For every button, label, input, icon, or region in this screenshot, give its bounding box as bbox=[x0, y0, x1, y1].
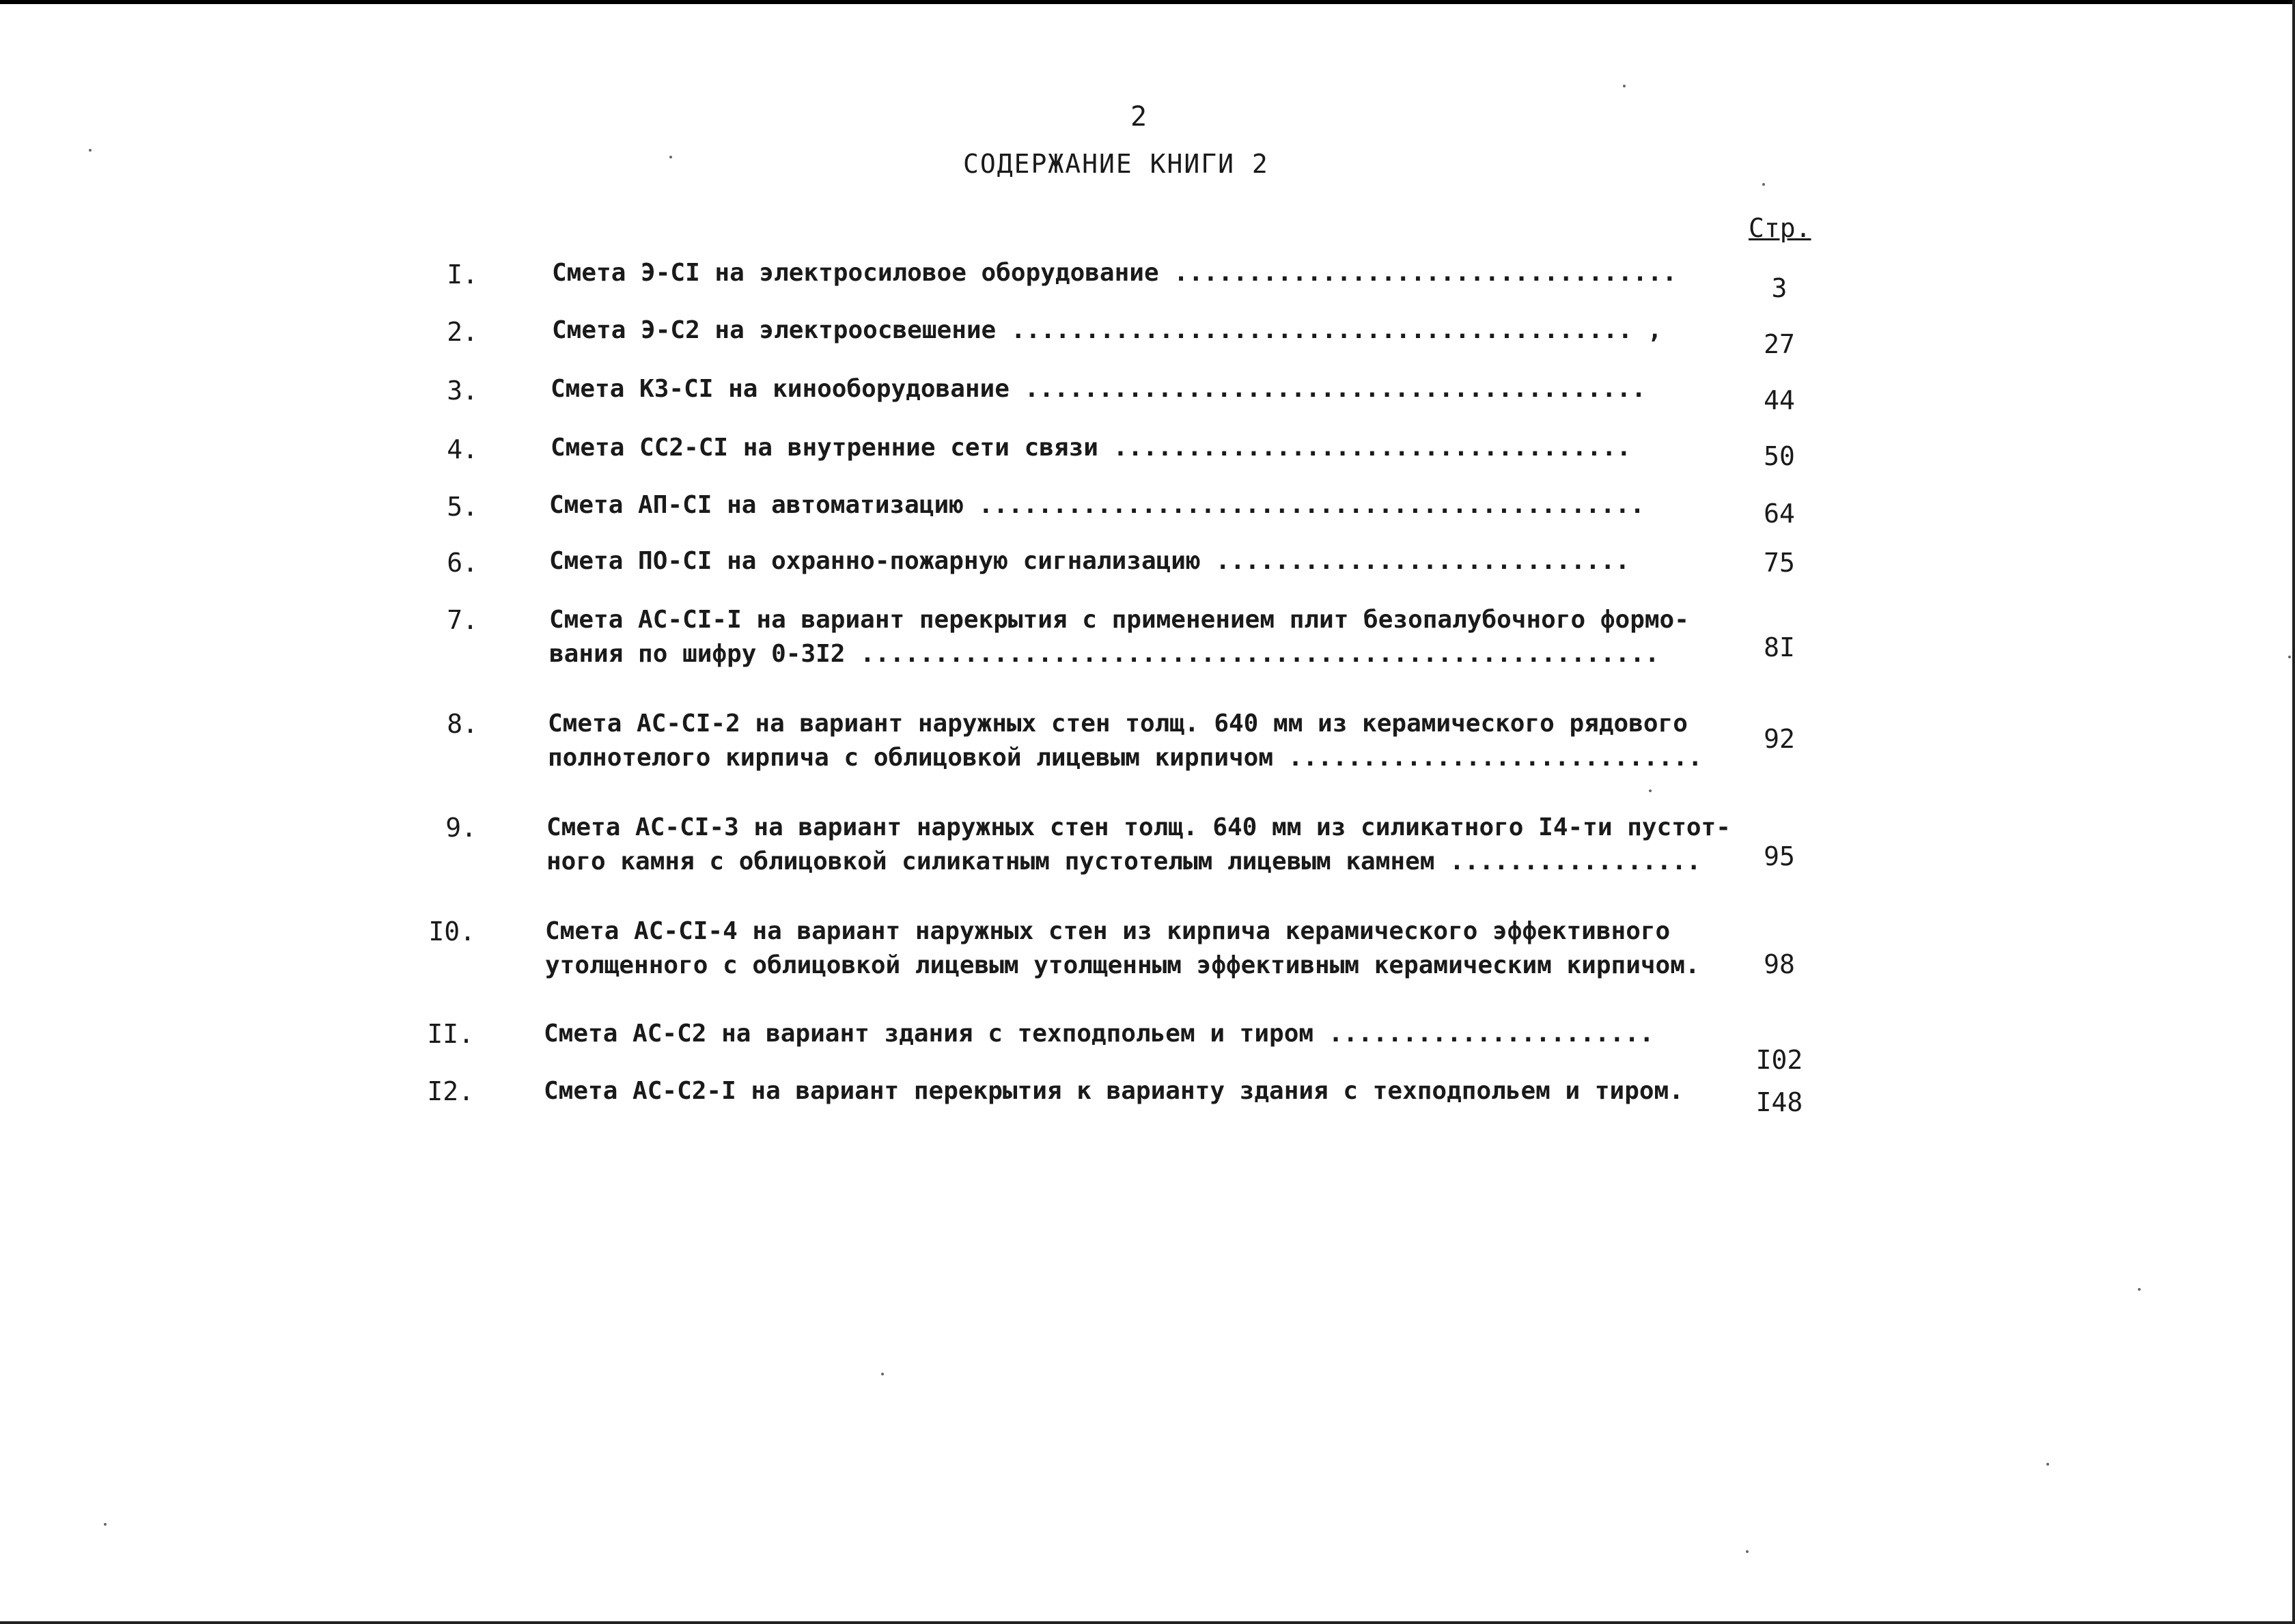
entry-text: Смета АС-СI-3 на вариант наружных стен толщ. 640 мм из силикатного I4-ти пустот- bbox=[546, 813, 1731, 841]
page-edge-bottom bbox=[0, 1621, 2295, 1624]
entry-number: 8. bbox=[447, 709, 478, 739]
entry-text: Смета Э-С2 на электроосвешение .......................................... , bbox=[552, 316, 1663, 344]
entry-text: Смета Э-СI на электросиловое оборудование .................................. bbox=[552, 259, 1678, 287]
entry-page: 95 bbox=[1764, 841, 1795, 871]
scan-speck bbox=[89, 149, 92, 152]
entry-number: 4. bbox=[447, 434, 478, 464]
page-title: СОДЕРЖАНИЕ КНИГИ 2 bbox=[963, 149, 1269, 179]
scan-speck bbox=[1623, 85, 1626, 87]
page-edge-right bbox=[2292, 0, 2295, 1624]
entry-number: II. bbox=[427, 1019, 474, 1049]
entry-text: Смета ПО-СI на охранно-пожарную сигнализацию ............................ bbox=[549, 547, 1630, 575]
entry-page: 98 bbox=[1764, 949, 1795, 979]
entry-page: 27 bbox=[1764, 329, 1795, 359]
entry-page: 50 bbox=[1764, 441, 1795, 471]
entry-page: I48 bbox=[1755, 1087, 1803, 1117]
entry-text-continuation: утолщенного с облицовкой лицевым утолщенным эффективным керамическим кирпичом. bbox=[545, 951, 1700, 979]
entry-text-continuation: ного камня с облицовкой силикатным пустотелым лицевым камнем ................. bbox=[546, 848, 1701, 876]
entry-page: 3 bbox=[1771, 273, 1788, 303]
entry-text: Смета АС-С2-I на вариант перекрытия к варианту здания с техподпольем и тиром. bbox=[544, 1077, 1684, 1105]
scan-speck bbox=[1649, 789, 1652, 792]
entry-text: Смета АС-СI-4 на вариант наружных стен из кирпича керамического эффективного bbox=[545, 917, 1671, 945]
scan-speck bbox=[2046, 1463, 2049, 1466]
entry-number: I. bbox=[447, 260, 478, 290]
entry-page: 64 bbox=[1764, 499, 1795, 529]
scan-speck bbox=[669, 156, 672, 158]
entry-text: Смета КЗ-СI на кинооборудование .......................................... bbox=[551, 375, 1646, 403]
entry-page: 75 bbox=[1764, 548, 1795, 578]
scan-speck bbox=[1762, 183, 1765, 186]
entry-page: 92 bbox=[1764, 724, 1795, 754]
entry-text: Смета АС-С2 на вариант здания с техподпольем и тиром ...................... bbox=[544, 1020, 1654, 1048]
page-edge-top bbox=[0, 0, 2295, 4]
entry-text-continuation: вания по шифру 0-3I2 ...................................................... bbox=[549, 640, 1660, 668]
entry-text: Смета АП-СI на автоматизацию ............................................. bbox=[549, 491, 1645, 519]
entry-page: 44 bbox=[1764, 385, 1795, 415]
scan-speck bbox=[104, 1523, 107, 1526]
entry-text: Смета АС-СI-I на вариант перекрытия с применением плит безопалубочного формо- bbox=[549, 606, 1689, 634]
entry-number: I0. bbox=[428, 916, 475, 947]
scan-speck bbox=[881, 1373, 884, 1375]
page-column-header: Стр. bbox=[1749, 213, 1811, 243]
page-number: 2 bbox=[1130, 101, 1148, 132]
entry-page: 8I bbox=[1764, 632, 1795, 662]
entry-number: I2. bbox=[427, 1076, 474, 1106]
entry-number: 9. bbox=[445, 813, 477, 843]
entry-number: 2. bbox=[447, 317, 478, 347]
entry-number: 5. bbox=[447, 492, 478, 522]
entry-text: Смета СС2-СI на внутренние сети связи ................................... bbox=[551, 434, 1632, 462]
entry-text-continuation: полнотелого кирпича с облицовкой лицевым кирпичом ............................ bbox=[548, 744, 1703, 772]
entry-number: 3. bbox=[447, 376, 478, 406]
entry-number: 7. bbox=[447, 605, 478, 635]
entry-text: Смета АС-СI-2 на вариант наружных стен толщ. 640 мм из керамического рядового bbox=[548, 710, 1688, 738]
entry-number: 6. bbox=[447, 548, 478, 578]
scan-speck bbox=[2288, 656, 2291, 658]
entry-page: I02 bbox=[1755, 1045, 1803, 1075]
scan-speck bbox=[2138, 1288, 2141, 1291]
scan-speck bbox=[1746, 1550, 1749, 1553]
